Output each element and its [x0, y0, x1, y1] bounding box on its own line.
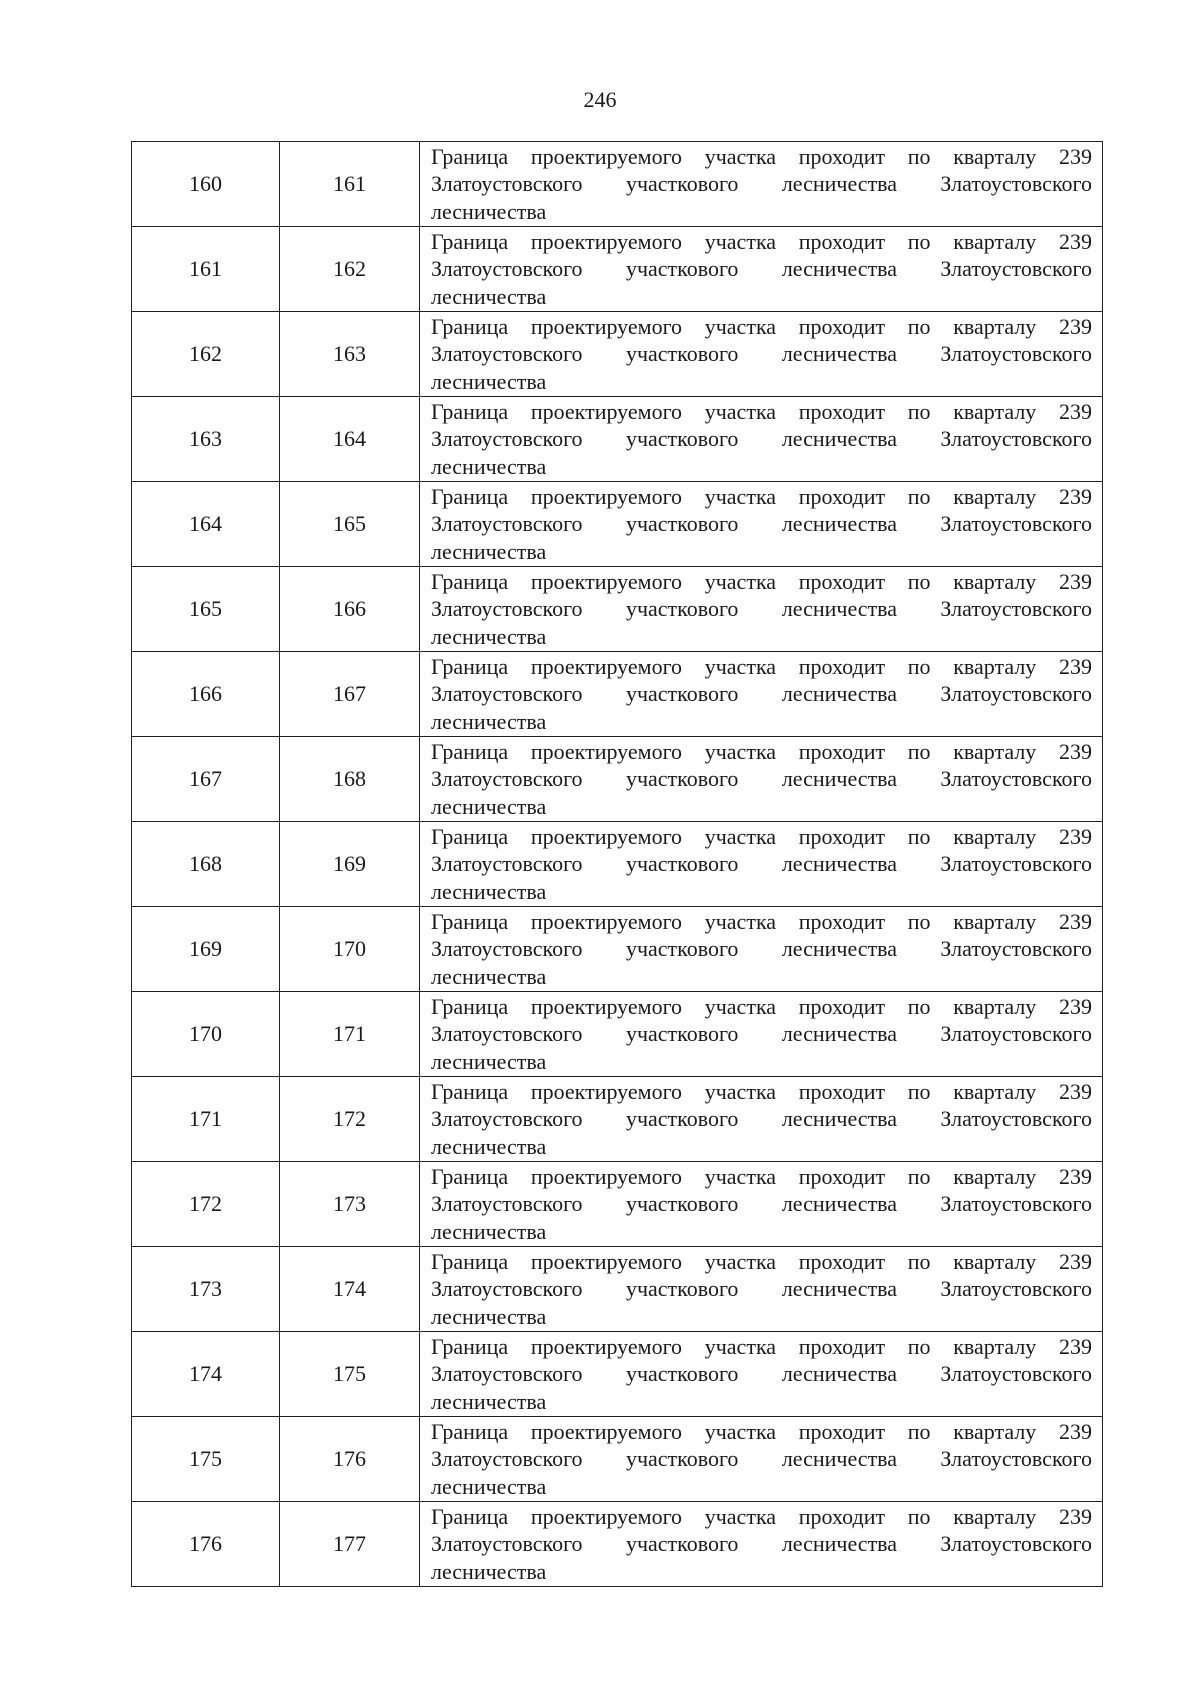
table-row [132, 1077, 1103, 1162]
description-line: Златоустовского участкового лесничества Златоустовского [431, 171, 1092, 197]
description-line: Граница проектируемого участка проходит по кварталу 239 [431, 823, 1092, 849]
point-from-cell: 170 [132, 992, 280, 1077]
point-from-cell: 165 [132, 567, 280, 652]
description-line: лесничества [431, 1218, 547, 1244]
description-line: Златоустовского участкового лесничества Златоустовского [431, 511, 1092, 537]
boundary-description-cell [420, 1417, 1103, 1502]
description-line: Златоустовского участкового лесничества Златоустовского [431, 426, 1092, 452]
description-line: Граница проектируемого участка проходит по кварталу 239 [431, 1248, 1092, 1274]
description-line: Граница проектируемого участка проходит по кварталу 239 [431, 908, 1092, 934]
point-to-cell: 163 [280, 312, 420, 397]
table-row [132, 567, 1103, 652]
description-line: Златоустовского участкового лесничества Златоустовского [431, 1276, 1092, 1302]
point-to-cell: 176 [280, 1417, 420, 1502]
table-row [132, 1332, 1103, 1417]
description-line: Златоустовского участкового лесничества Златоустовского [431, 596, 1092, 622]
point-to-cell: 172 [280, 1077, 420, 1162]
description-line: лесничества [431, 878, 547, 904]
boundary-description-cell [420, 142, 1103, 227]
description-line: лесничества [431, 1558, 547, 1584]
description-line: Златоустовского участкового лесничества Златоустовского [431, 1531, 1092, 1557]
boundary-description-cell [420, 1332, 1103, 1417]
description-line: Златоустовского участкового лесничества Златоустовского [431, 681, 1092, 707]
boundary-description-cell [420, 1502, 1103, 1587]
point-to-cell: 173 [280, 1162, 420, 1247]
boundary-description-cell [420, 397, 1103, 482]
point-to-cell: 171 [280, 992, 420, 1077]
table-row [132, 822, 1103, 907]
boundary-description-cell [420, 737, 1103, 822]
point-to-cell: 170 [280, 907, 420, 992]
point-to-cell: 175 [280, 1332, 420, 1417]
description-line: Граница проектируемого участка проходит по кварталу 239 [431, 143, 1092, 169]
table-row [132, 1417, 1103, 1502]
point-from-cell: 175 [132, 1417, 280, 1502]
boundary-description-cell [420, 1247, 1103, 1332]
table-row [132, 142, 1103, 227]
description-line: лесничества [431, 1303, 547, 1329]
point-to-cell: 167 [280, 652, 420, 737]
table-row [132, 652, 1103, 737]
table-row [132, 397, 1103, 482]
description-line: Златоустовского участкового лесничества Златоустовского [431, 1446, 1092, 1472]
description-line: Граница проектируемого участка проходит по кварталу 239 [431, 1503, 1092, 1529]
boundary-description-cell [420, 822, 1103, 907]
description-line: лесничества [431, 538, 547, 564]
point-to-cell: 165 [280, 482, 420, 567]
description-line: Граница проектируемого участка проходит по кварталу 239 [431, 993, 1092, 1019]
description-line: Граница проектируемого участка проходит по кварталу 239 [431, 313, 1092, 339]
description-line: Златоустовского участкового лесничества Златоустовского [431, 1021, 1092, 1047]
point-to-cell: 177 [280, 1502, 420, 1587]
table-row [132, 737, 1103, 822]
boundary-description-cell [420, 567, 1103, 652]
point-from-cell: 166 [132, 652, 280, 737]
description-line: Граница проектируемого участка проходит по кварталу 239 [431, 483, 1092, 509]
description-line: лесничества [431, 283, 547, 309]
description-line: Златоустовского участкового лесничества Златоустовского [431, 256, 1092, 282]
description-line: Златоустовского участкового лесничества Златоустовского [431, 766, 1092, 792]
description-line: Граница проектируемого участка проходит по кварталу 239 [431, 1418, 1092, 1444]
point-from-cell: 162 [132, 312, 280, 397]
description-line: лесничества [431, 368, 547, 394]
point-from-cell: 168 [132, 822, 280, 907]
point-from-cell: 161 [132, 227, 280, 312]
boundary-table [131, 141, 1103, 1587]
table-row [132, 312, 1103, 397]
point-from-cell: 174 [132, 1332, 280, 1417]
boundary-description-cell [420, 227, 1103, 312]
description-line: Златоустовского участкового лесничества Златоустовского [431, 1106, 1092, 1132]
description-line: лесничества [431, 453, 547, 479]
description-line: лесничества [431, 1473, 547, 1499]
boundary-description-cell [420, 312, 1103, 397]
table-body [132, 142, 1103, 1587]
description-line: Граница проектируемого участка проходит по кварталу 239 [431, 1078, 1092, 1104]
table-row [132, 482, 1103, 567]
description-line: лесничества [431, 708, 547, 734]
point-to-cell: 161 [280, 142, 420, 227]
point-from-cell: 164 [132, 482, 280, 567]
point-to-cell: 168 [280, 737, 420, 822]
point-from-cell: 172 [132, 1162, 280, 1247]
point-from-cell: 169 [132, 907, 280, 992]
description-line: Граница проектируемого участка проходит по кварталу 239 [431, 568, 1092, 594]
point-from-cell: 167 [132, 737, 280, 822]
point-to-cell: 174 [280, 1247, 420, 1332]
point-from-cell: 173 [132, 1247, 280, 1332]
point-to-cell: 164 [280, 397, 420, 482]
boundary-description-cell [420, 1162, 1103, 1247]
point-to-cell: 166 [280, 567, 420, 652]
table-row [132, 1502, 1103, 1587]
point-from-cell: 163 [132, 397, 280, 482]
table-row [132, 1162, 1103, 1247]
description-line: лесничества [431, 793, 547, 819]
description-line: лесничества [431, 963, 547, 989]
boundary-description-cell [420, 482, 1103, 567]
description-line: Златоустовского участкового лесничества Златоустовского [431, 1361, 1092, 1387]
description-line: Златоустовского участкового лесничества Златоустовского [431, 341, 1092, 367]
description-line: Граница проектируемого участка проходит по кварталу 239 [431, 1163, 1092, 1189]
description-line: лесничества [431, 1133, 547, 1159]
table-row [132, 907, 1103, 992]
description-line: лесничества [431, 198, 547, 224]
description-line: Граница проектируемого участка проходит по кварталу 239 [431, 738, 1092, 764]
point-to-cell: 162 [280, 227, 420, 312]
table-row [132, 992, 1103, 1077]
boundary-description-cell [420, 907, 1103, 992]
description-line: лесничества [431, 1388, 547, 1414]
description-line: Граница проектируемого участка проходит по кварталу 239 [431, 653, 1092, 679]
point-from-cell: 171 [132, 1077, 280, 1162]
description-line: лесничества [431, 623, 547, 649]
page-number: 246 [583, 87, 617, 112]
description-line: Златоустовского участкового лесничества Златоустовского [431, 936, 1092, 962]
point-from-cell: 160 [132, 142, 280, 227]
table-row [132, 227, 1103, 312]
table-row [132, 1247, 1103, 1332]
description-line: Граница проектируемого участка проходит по кварталу 239 [431, 398, 1092, 424]
description-line: Граница проектируемого участка проходит по кварталу 239 [431, 1333, 1092, 1359]
point-from-cell: 176 [132, 1502, 280, 1587]
boundary-description-cell [420, 992, 1103, 1077]
description-line: Златоустовского участкового лесничества Златоустовского [431, 851, 1092, 877]
boundary-description-cell [420, 652, 1103, 737]
description-line: лесничества [431, 1048, 547, 1074]
description-line: Граница проектируемого участка проходит по кварталу 239 [431, 228, 1092, 254]
description-line: Златоустовского участкового лесничества Златоустовского [431, 1191, 1092, 1217]
point-to-cell: 169 [280, 822, 420, 907]
boundary-description-cell [420, 1077, 1103, 1162]
